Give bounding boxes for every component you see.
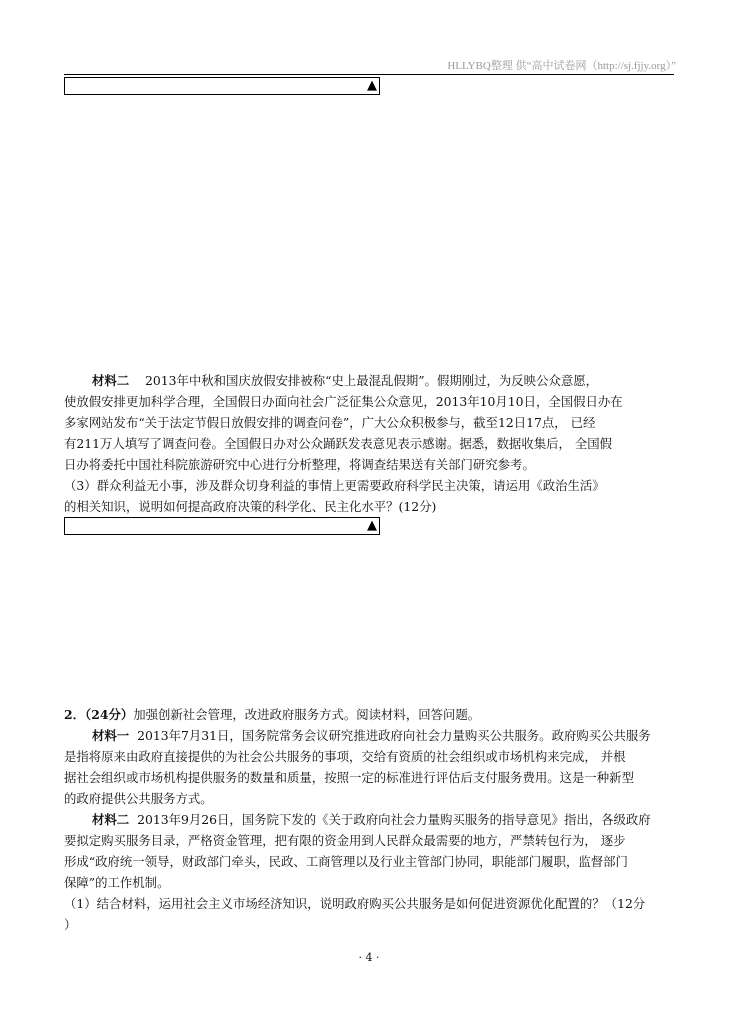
material1-line3: 据社会组织或市场机构提供服务的数量和质量，按照一定的标准进行评估后支付服务费用。这是一种新型 — [64, 770, 634, 785]
answer-box-1[interactable] — [64, 77, 380, 95]
material2-label: 材料二 — [92, 812, 130, 827]
material1-line1: 材料一 2013年7月31日，国务院常务会议研究推进政府向社会力量购买公共服务。政府购买公共服务 — [92, 728, 651, 743]
material2-prev-line4: 有211万人填写了调查问卷。全国假日办对公众踊跃发表意见表示感谢。据悉，数据收集后， 全国假 — [64, 436, 612, 451]
question2-block — [64, 704, 684, 935]
question3-line1: （3）群众利益无小事，涉及群众切身利益的事情上更需要政府科学民主决策，请运用《政治生活》 — [64, 478, 605, 493]
header-rule — [64, 74, 674, 75]
answer-box-2[interactable] — [64, 517, 380, 535]
material2-prev-label: 材料二 — [92, 373, 130, 388]
triangle-icon: ▲ — [367, 78, 377, 93]
material2-prev-line5: 日办将委托中国社科院旅游研究中心进行分析整理，将调查结果送有关部门研究参考。 — [64, 457, 535, 472]
material2-line3: 形成“政府统一领导，财政部门牵头，民政、工商管理以及行业主管部门协同，职能部门履职，监督部门 — [64, 854, 628, 869]
material1-line2: 是指将原来由政府直接提供的为社会公共服务的事项，交给有资质的社会组织或市场机构来完成， 并根 — [64, 749, 626, 764]
material2-prev-line2: 使放假安排更加科学合理，全国假日办面向社会广泛征集公众意见，2013年10月10日，全国假日办在 — [64, 394, 623, 409]
question2-number: 2．（24分） — [64, 707, 134, 722]
question3-line2: 的相关知识，说明如何提高政府决策的科学化、民主化水平？(12分) — [64, 499, 437, 514]
material2-prev-line1: 材料二 2013年中秋和国庆放假安排被称“史上最混乱假期”。假期刚过，为反映公众意愿， — [92, 373, 599, 388]
material2-line2: 要拟定购买服务目录，严格资金管理，把有限的资金用到人民群众最需要的地方，严禁转包行为， 逐步 — [64, 833, 626, 848]
question2-stem-line — [64, 704, 684, 725]
material2-prev-line3: 多家网站发布“关于法定节假日放假安排的调查问卷”，广大公众积极参与，截至12日17点， 已经 — [64, 415, 596, 430]
question1-line2: ） — [64, 917, 77, 932]
question1-line1: （1）结合材料，运用社会主义市场经济知识，说明政府购买公共服务是如何促进资源优化配置的？（12分 — [64, 896, 646, 911]
material1-line4: 的政府提供公共服务方式。 — [64, 791, 213, 806]
question2-stem: 加强创新社会管理，改进政府服务方式。阅读材料，回答问题。 — [133, 707, 481, 722]
triangle-icon: ▲ — [367, 518, 377, 533]
page-number: · 4 · — [358, 951, 380, 964]
material2-line1: 材料二 2013年9月26日，国务院下发的《关于政府向社会力量购买服务的指导意见》指出，各级政府 — [92, 812, 651, 827]
material2-prev-block — [64, 370, 684, 517]
material1-label: 材料一 — [92, 728, 130, 743]
page-header-source: HLLYBQ整理 供“高中试卷网（http://sj.fjjy.org）” — [447, 60, 676, 72]
material2-line4: 保障”的工作机制。 — [64, 875, 170, 890]
